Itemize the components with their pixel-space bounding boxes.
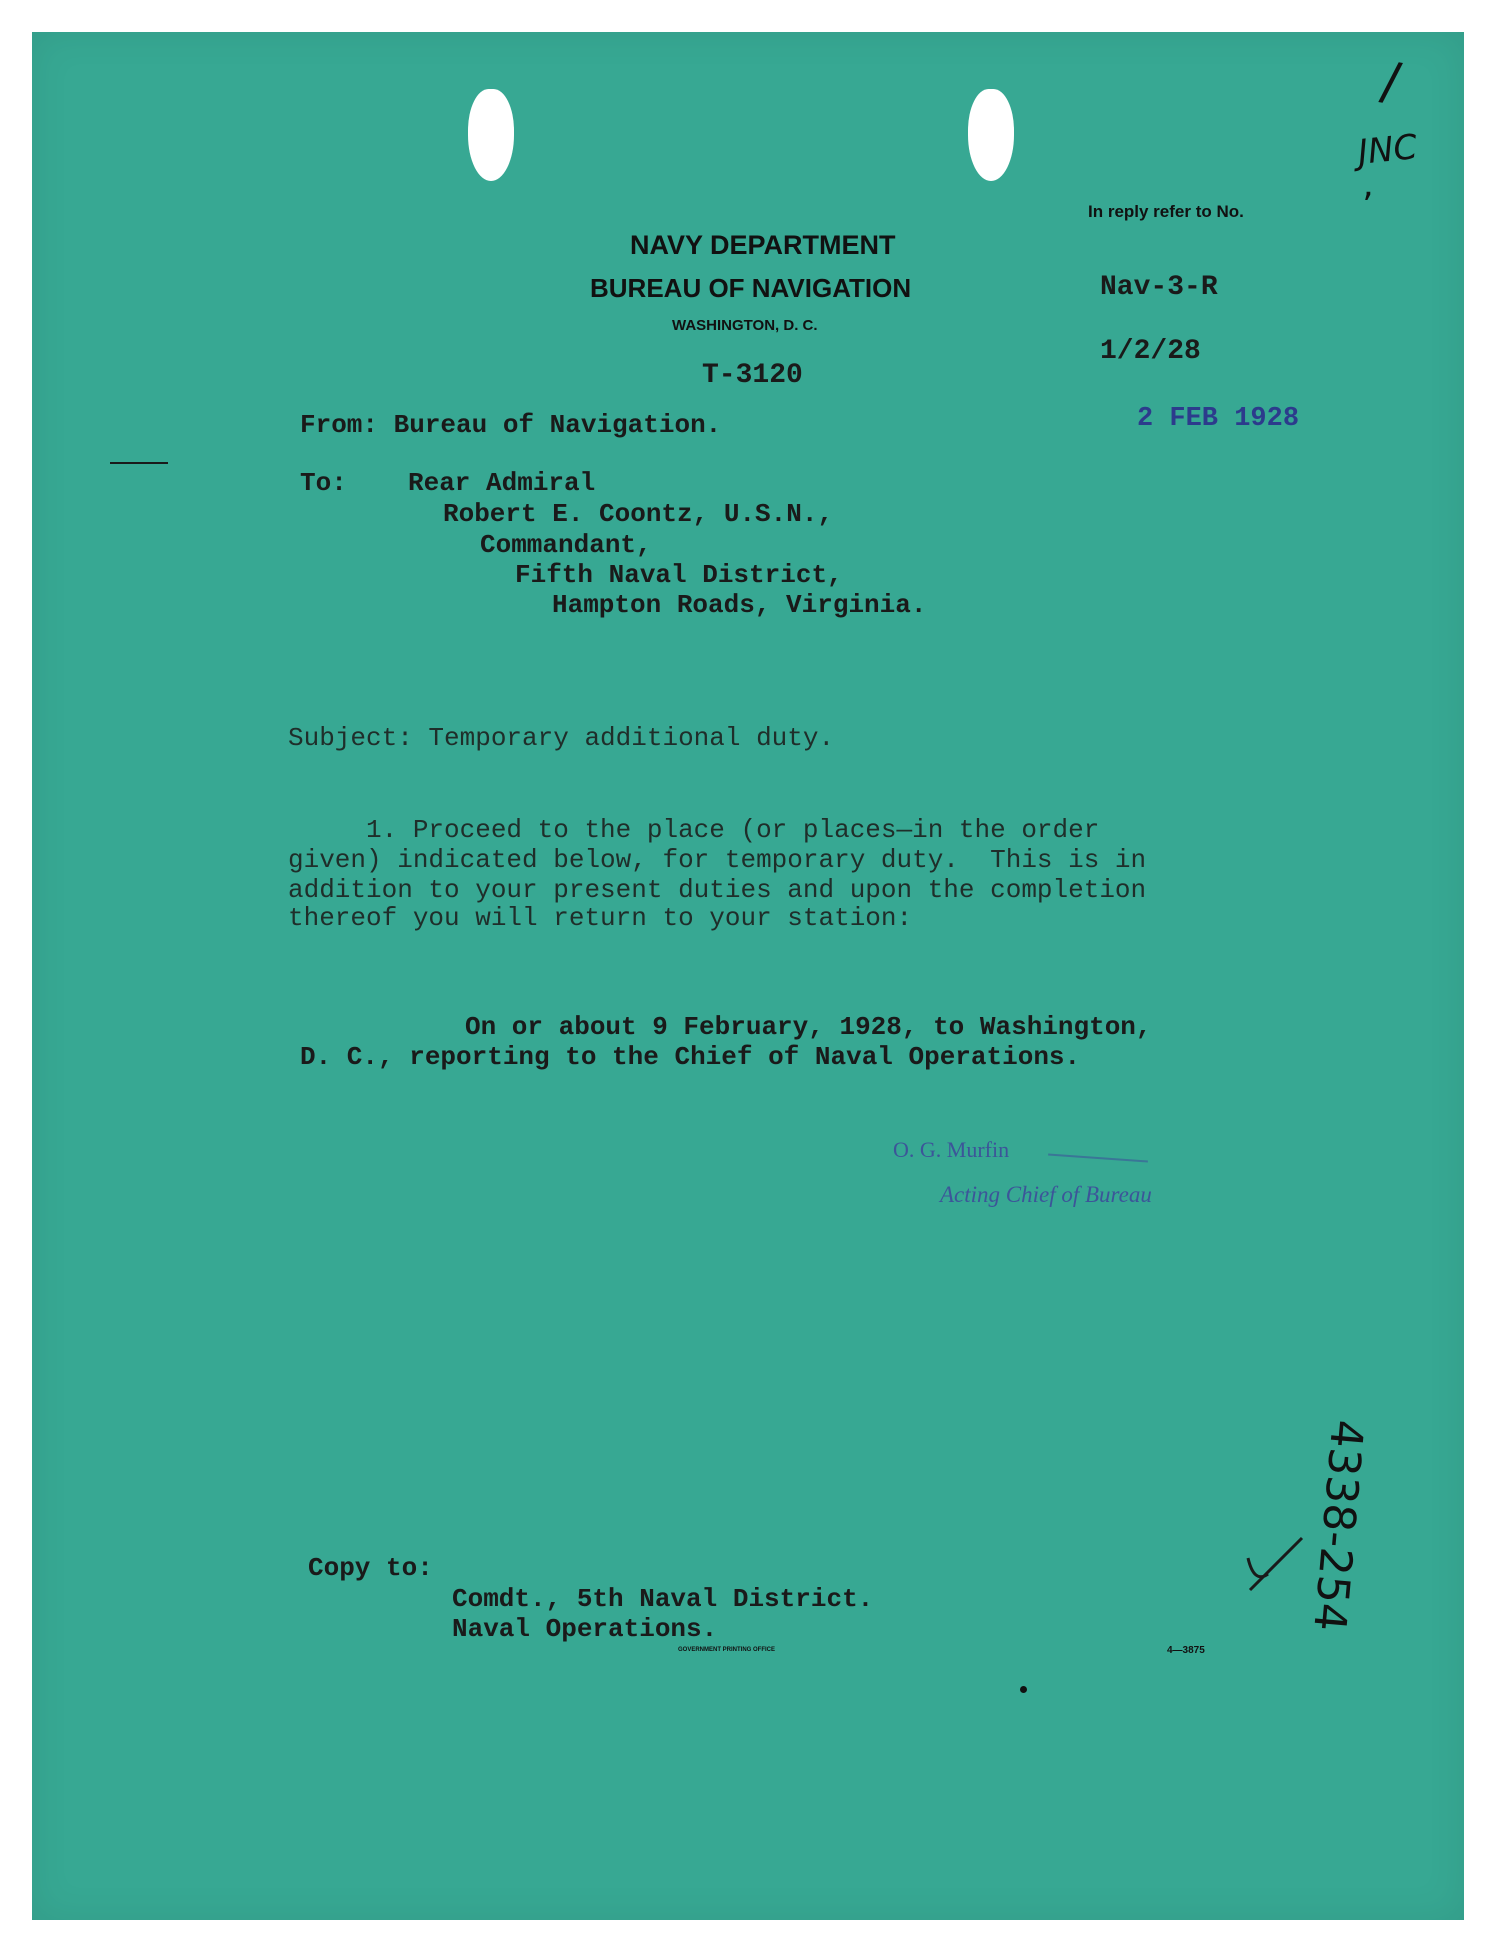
ink-dot xyxy=(1020,1686,1027,1693)
to-line-3: Commandant, xyxy=(480,530,652,560)
subject-line: Subject: Temporary additional duty. xyxy=(288,723,835,753)
printer-imprint: GOVERNMENT PRINTING OFFICE xyxy=(678,1647,776,1653)
document-page xyxy=(32,32,1464,1920)
punch-hole-left xyxy=(468,89,514,181)
to-line-4: Fifth Naval District, xyxy=(515,560,843,590)
handwritten-initials: JNC xyxy=(1356,127,1420,173)
body-line-1: 1. Proceed to the place (or places—in the order xyxy=(288,815,1100,845)
reply-date-ref: 1/2/28 xyxy=(1100,336,1201,367)
copy-label: Copy to: xyxy=(308,1553,433,1583)
handwritten-slash: / xyxy=(1376,50,1405,114)
orders-line-2: D. C., reporting to the Chief of Naval Operations. xyxy=(300,1042,1081,1072)
reply-ref: Nav-3-R xyxy=(1100,272,1218,303)
copy-line-1: Comdt., 5th Naval District. xyxy=(452,1584,874,1614)
to-line-2: Robert E. Coontz, U.S.N., xyxy=(443,499,834,529)
body-line-3: addition to your present duties and upon the completion xyxy=(288,875,1147,905)
date-stamp: 2 FEB 1928 xyxy=(1137,404,1300,434)
body-line-4: thereof you will return to your station: xyxy=(288,903,913,933)
margin-rule xyxy=(110,462,168,464)
body-line-2: given) indicated below, for temporary duty. This is in xyxy=(288,845,1147,875)
letterhead-city: WASHINGTON, D. C. xyxy=(672,317,818,334)
check-mark-icon xyxy=(1240,1530,1310,1600)
letterhead-department: NAVY DEPARTMENT xyxy=(630,230,896,260)
reply-label: In reply refer to No. xyxy=(1088,202,1244,221)
from-line: From: Bureau of Navigation. xyxy=(300,410,722,440)
handwritten-file-number: 4338-254 xyxy=(1303,1417,1373,1634)
to-label: To: xyxy=(300,468,347,498)
orders-line-1: On or about 9 February, 1928, to Washington, xyxy=(465,1012,1152,1042)
copy-line-2: Naval Operations. xyxy=(452,1614,718,1644)
handwritten-tick: ’ xyxy=(1362,186,1374,227)
to-line-1: Rear Admiral xyxy=(408,468,596,498)
punch-hole-right xyxy=(968,89,1014,181)
signature-name: O. G. Murfin xyxy=(893,1137,1010,1162)
form-number: 4—3875 xyxy=(1167,1645,1205,1656)
to-line-5: Hampton Roads, Virginia. xyxy=(552,590,927,620)
letterhead-bureau: BUREAU OF NAVIGATION xyxy=(590,273,912,303)
signature-title: Acting Chief of Bureau xyxy=(940,1182,1152,1207)
file-number: T-3120 xyxy=(702,360,803,391)
